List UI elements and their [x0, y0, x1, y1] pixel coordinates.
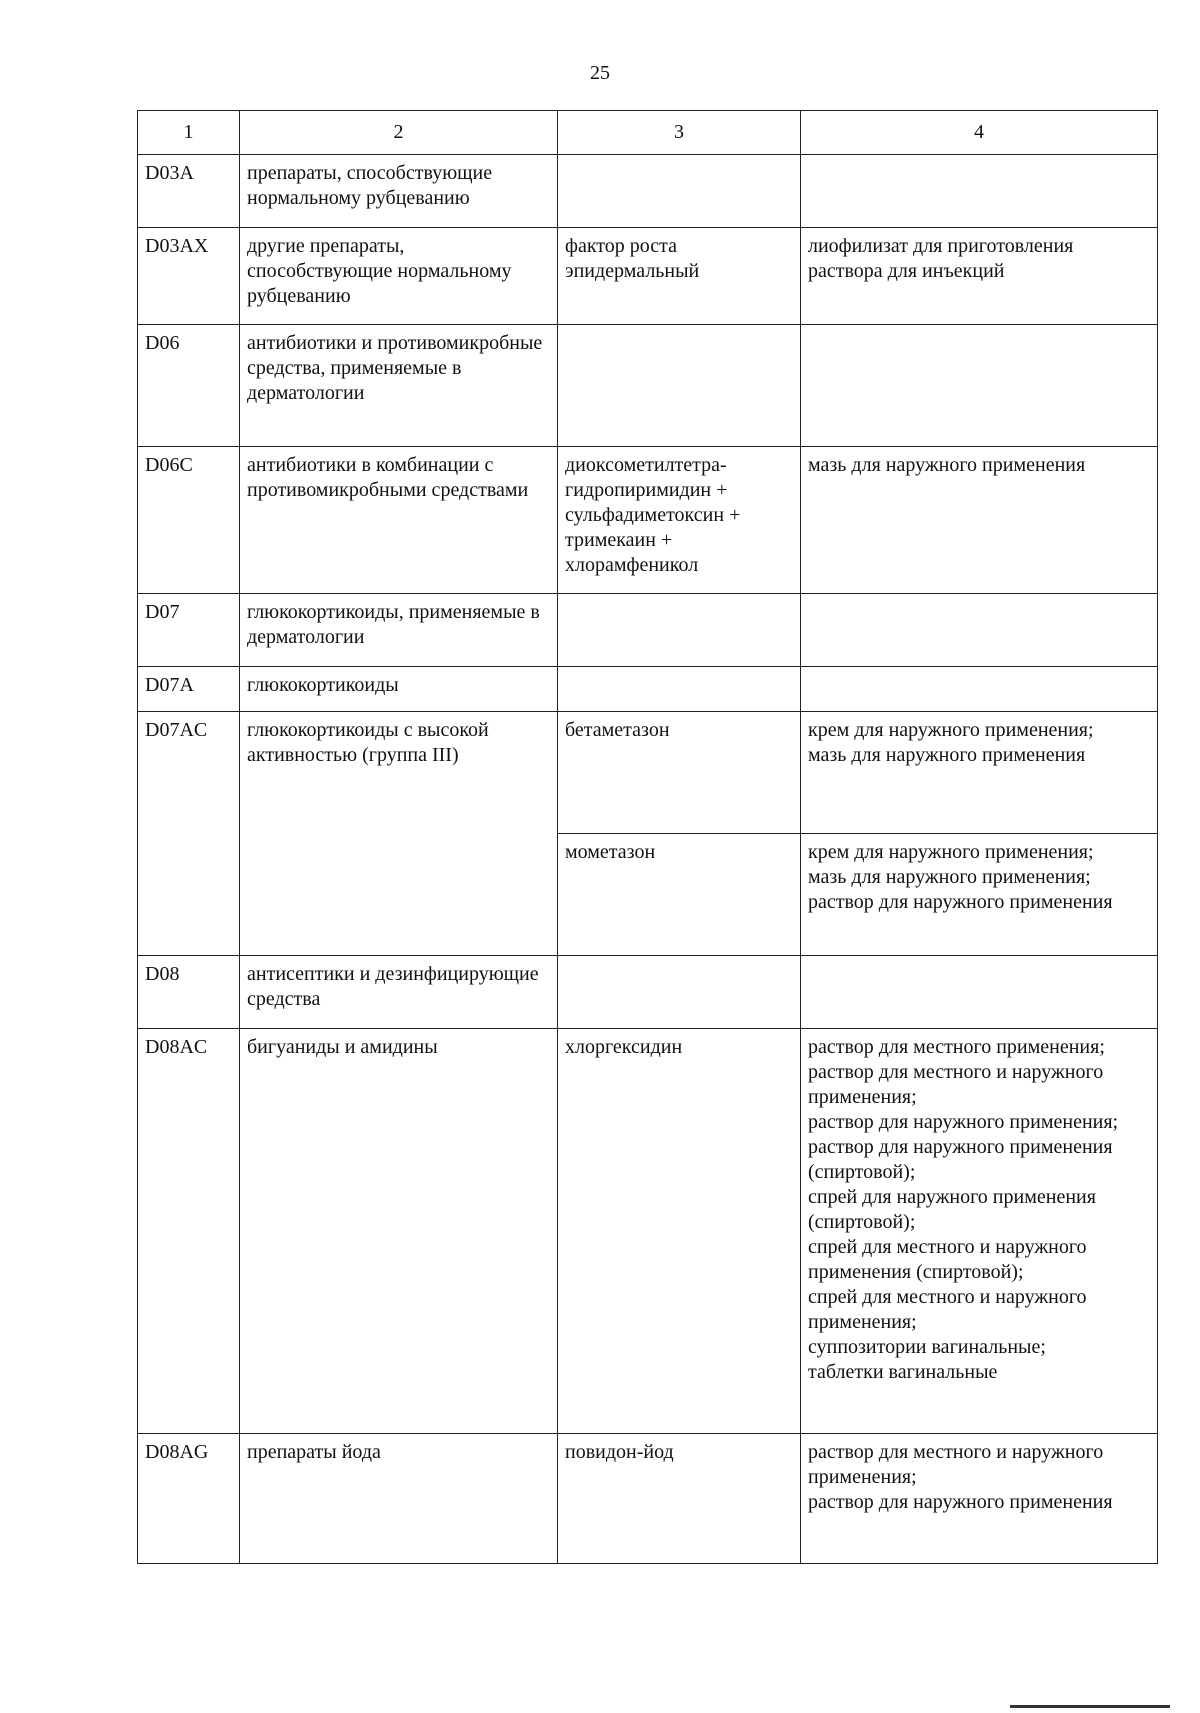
dosage-forms: [801, 1434, 1158, 1564]
group-name: антисептики и дезинфицирующие средства: [240, 956, 558, 1029]
table-row: [138, 1029, 1158, 1434]
atc-code: D03A: [138, 155, 240, 228]
dosage-form: раствор для местного и наружного применения;: [808, 1441, 1104, 1488]
dosage-form: спрей для местного и наружного применения (спиртовой);: [808, 1236, 1087, 1283]
atc-code: D06C: [138, 447, 240, 594]
dosage-form: раствор для наружного применения: [808, 1491, 1113, 1513]
drug-name: бетаметазон: [558, 712, 801, 834]
dosage-form: суппозитории вагинальные;: [808, 1336, 1046, 1358]
drug-name: [558, 325, 801, 447]
atc-code: D06: [138, 325, 240, 447]
dosage-forms: [801, 155, 1158, 228]
table-row: [138, 228, 1158, 325]
group-name: антибиотики и противомикробные средства, применяемые в дерматологии: [240, 325, 558, 447]
group-name: препараты йода: [240, 1434, 558, 1564]
table-row: [138, 712, 1158, 834]
scan-edge-rule: [1010, 1705, 1170, 1708]
drug-name: мометазон: [558, 834, 801, 956]
atc-code: D03AX: [138, 228, 240, 325]
dosage-form: спрей для местного и наружного применения;: [808, 1286, 1087, 1333]
drug-name: [558, 667, 801, 712]
dosage-forms: [801, 956, 1158, 1029]
dosage-form: лиофилизат для приготовления раствора для инъекций: [808, 235, 1074, 282]
atc-code: D08AC: [138, 1029, 240, 1434]
group-name: глюкокортикоиды с высокой активностью (группа III): [240, 712, 558, 956]
dosage-form: таблетки вагинальные: [808, 1361, 998, 1383]
drug-name: хлоргексидин: [558, 1029, 801, 1434]
dosage-form: крем для наружного применения;: [808, 719, 1094, 741]
group-name: глюкокортикоиды: [240, 667, 558, 712]
dosage-forms: [801, 1029, 1158, 1434]
table-row: [138, 1434, 1158, 1564]
dosage-forms: [801, 667, 1158, 712]
dosage-form: раствор для наружного применения: [808, 891, 1113, 913]
atc-code: D07AC: [138, 712, 240, 956]
table-row: [138, 447, 1158, 594]
table-row: [138, 594, 1158, 667]
header-col-2: 2: [240, 111, 558, 155]
drug-name: [558, 956, 801, 1029]
drug-table: [137, 110, 1158, 1564]
dosage-forms: [801, 834, 1158, 956]
atc-code: D07A: [138, 667, 240, 712]
dosage-forms: [801, 325, 1158, 447]
dosage-form: мазь для наружного применения;: [808, 866, 1091, 888]
page-number: 25: [590, 62, 610, 84]
group-name: антибиотики в комбинации с противомикробными средствами: [240, 447, 558, 594]
table-row: [138, 667, 1158, 712]
dosage-forms: [801, 594, 1158, 667]
table-row: [138, 325, 1158, 447]
dosage-forms: [801, 447, 1158, 594]
group-name: глюкокортикоиды, применяемые в дерматологии: [240, 594, 558, 667]
drug-name: повидон-йод: [558, 1434, 801, 1564]
dosage-form: раствор для наружного применения;: [808, 1111, 1119, 1133]
drug-name: диоксометилтетра-гидропиримидин + сульфадиметоксин + тримекаин + хлорамфеникол: [558, 447, 801, 594]
group-name: бигуаниды и амидины: [240, 1029, 558, 1434]
table-row: [138, 155, 1158, 228]
atc-code: D08AG: [138, 1434, 240, 1564]
header-col-1: 1: [138, 111, 240, 155]
drug-name: [558, 594, 801, 667]
dosage-form: раствор для местного и наружного применения;: [808, 1061, 1104, 1108]
dosage-form: мазь для наружного применения: [808, 744, 1086, 766]
dosage-form: раствор для наружного применения (спиртовой);: [808, 1136, 1113, 1183]
dosage-forms: [801, 228, 1158, 325]
drug-name: фактор роста эпидермальный: [558, 228, 801, 325]
dosage-form: раствор для местного применения;: [808, 1036, 1105, 1058]
atc-code: D07: [138, 594, 240, 667]
dosage-form: крем для наружного применения;: [808, 841, 1094, 863]
group-name: препараты, способствующие нормальному рубцеванию: [240, 155, 558, 228]
header-col-3: 3: [558, 111, 801, 155]
dosage-form: мазь для наружного применения: [808, 454, 1086, 476]
atc-code: D08: [138, 956, 240, 1029]
dosage-forms: [801, 712, 1158, 834]
header-col-4: 4: [801, 111, 1158, 155]
drug-name: [558, 155, 801, 228]
header-row: [138, 111, 1158, 155]
dosage-form: спрей для наружного применения (спиртовой);: [808, 1186, 1096, 1233]
table-row: [138, 956, 1158, 1029]
group-name: другие препараты, способствующие нормальному рубцеванию: [240, 228, 558, 325]
